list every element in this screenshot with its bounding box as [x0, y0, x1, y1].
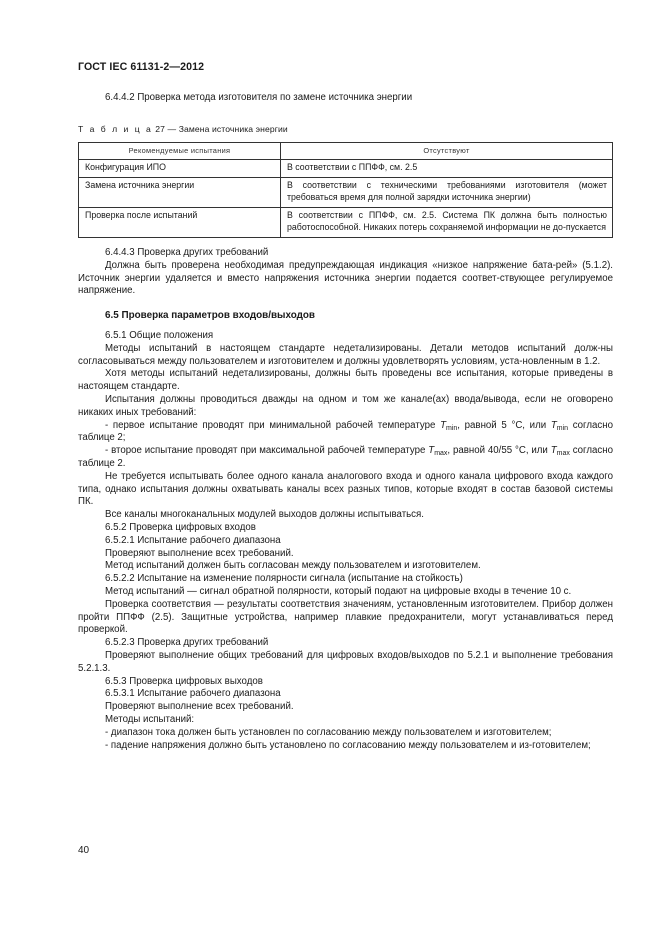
table-header-row	[79, 142, 613, 159]
section-6521-title: 6.5.2.1 Испытание рабочего диапазона	[105, 534, 281, 546]
table-cell: Замена источника энергии	[79, 178, 281, 208]
paragraph: Методы испытаний:	[105, 713, 195, 725]
bullet-voltage-drop: - падение напряжения должно быть установлено по согласованию между пользователем и из-готовителем;	[105, 739, 591, 751]
table-caption	[78, 123, 613, 136]
section-6442-title: 6.4.4.2 Проверка метода изготовителя по замене источника энергии	[105, 92, 413, 103]
section-652-title: 6.5.2 Проверка цифровых входов	[105, 521, 256, 533]
bullet-second-test: - второе испытание проводят при максимальной рабочей температуре $T_{max}$, равной 40/55 °С, или $T_{max}$ согласно таблице 2.	[78, 445, 613, 469]
table-header-col1: Рекомендуемые испытания	[79, 142, 281, 159]
section-651-title: 6.5.1 Общие положения	[105, 330, 214, 342]
table-cell: Проверка после испытаний	[79, 208, 281, 238]
section-6443-text: Должна быть проверена необходимая предупреждающая индикация «низкое напряжение бата-рей» (5.1.2). Источник энергии удаляется и вместо напряжения источника энергии подается соответ-ствующее регулируемое напряжение.	[78, 259, 613, 297]
table-row	[79, 178, 613, 208]
table-cell: В соответствии с техническими требованиями изготовителя (может требоваться время для полной зарядки источника энергии)	[281, 178, 613, 208]
table-cell: В соответствии с ППФФ, см. 2.5	[281, 160, 613, 178]
table-row	[79, 160, 613, 178]
table-caption-prefix: Т а б л и ц а	[78, 123, 153, 134]
paragraph: Не требуется испытывать более одного канала аналогового входа и одного канала цифрового входа каждого типа, однако испытания должны охватывать каналы всех разных типов, которые входят в состав базовой системы ПК.	[78, 470, 613, 508]
section-653-title: 6.5.3 Проверка цифровых выходов	[105, 675, 263, 687]
bullet-first-test: - первое испытание проводят при минимальной рабочей температуре $T_{min}$, равной 5 °С, или $T_{min}$ согласно таблице 2;	[78, 419, 613, 444]
paragraph: Проверка соответствия — результаты соответствия значениям, установленным изготовителем. Прибор должен пройти ППФФ (2.5). Защитные устройства, например плавкие предохранители, могут устанавливаться перед проверкой.	[78, 598, 613, 636]
table-27	[78, 142, 613, 238]
paragraph: Метод испытаний — сигнал обратной полярности, который подают на цифровые входы в течение 10 с.	[105, 585, 572, 597]
table-cell: В соответствии с ППФФ, см. 2.5. Система ПК должна быть полностью работоспособной. Никаких потерь сохраняемой информации не до-пускается	[281, 208, 613, 238]
section-6523-title: 6.5.2.3 Проверка других требований	[105, 637, 269, 649]
paragraph: Хотя методы испытаний недетализированы, должны быть проведены все испытания, которые приведены в настоящем стандарте.	[78, 368, 613, 393]
paragraph: Проверяют выполнение общих требований для цифровых входов/выходов по 5.2.1 и выполнение требования 5.2.1.3.	[78, 649, 613, 674]
paragraph: Метод испытаний должен быть согласован между пользователем и изготовителем.	[105, 560, 481, 572]
section-6522-title: 6.5.2.2 Испытание на изменение полярности сигнала (испытание на стойкость)	[105, 573, 463, 585]
section-6443-title: 6.4.4.3 Проверка других требований	[105, 247, 269, 259]
table-caption-rest: 27 — Замена источника энергии	[152, 123, 288, 134]
table-header-col2: Отсутствуют	[281, 142, 613, 159]
paragraph: Все каналы многоканальных модулей выходов должны испытываться.	[105, 509, 424, 521]
page-content	[78, 92, 613, 752]
section-65-title: 6.5 Проверка параметров входов/выходов	[105, 310, 315, 322]
paragraph: Проверяют выполнение всех требований.	[105, 701, 294, 713]
paragraph: Методы испытаний в настоящем стандарте недетализированы. Детали методов испытаний долж-ны согласовываться между пользователем и изготовителем и должны удовлетворять условиям, уста-новленным в 1.2.	[78, 342, 613, 367]
section-6531-title: 6.5.3.1 Испытание рабочего диапазона	[105, 688, 281, 700]
table-row	[79, 208, 613, 238]
table-cell: Конфигурация ИПО	[79, 160, 281, 178]
document-header: ГОСТ IEC 61131-2—2012	[78, 61, 205, 73]
paragraph: Проверяют выполнение всех требований.	[105, 547, 294, 559]
paragraph: Испытания должны проводиться дважды на одном и том же канале(ах) ввода/вывода, если не оговорено никаких иных требований:	[78, 394, 613, 418]
page-number: 40	[78, 845, 90, 856]
bullet-current-range: - диапазон тока должен быть установлен по согласованию между пользователем и изготовителем;	[105, 726, 552, 738]
